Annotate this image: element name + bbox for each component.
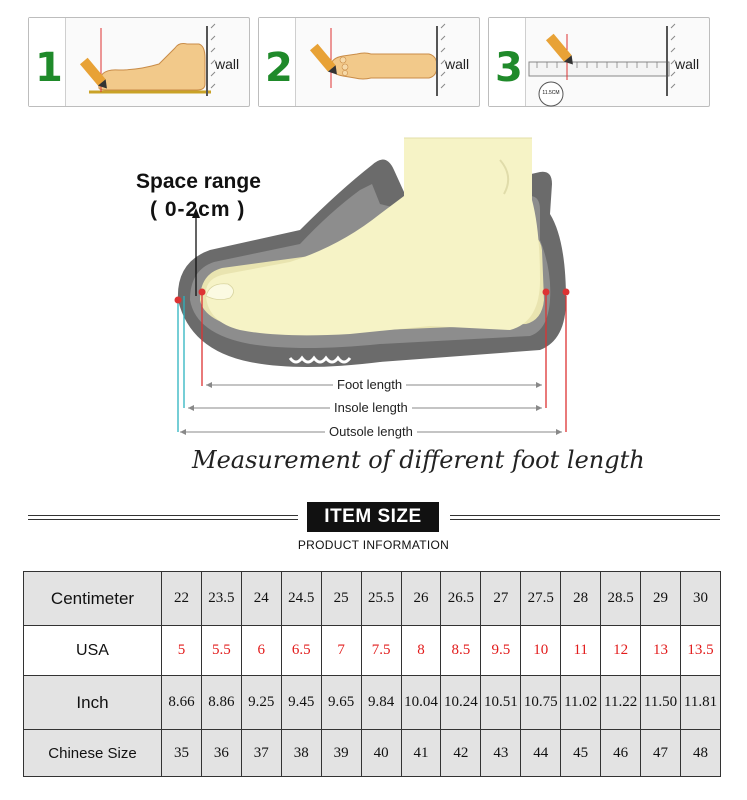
- table-cell: 8.5: [441, 626, 481, 675]
- table-cell: 44: [521, 730, 561, 777]
- row-header: Chinese Size: [24, 730, 162, 777]
- table-cell: 28: [561, 572, 601, 626]
- table-cell: 9.5: [481, 626, 521, 675]
- step-number: 2: [265, 45, 293, 91]
- wall-label: wall: [215, 56, 240, 72]
- table-cell: 30: [680, 572, 720, 626]
- table-cell: 42: [441, 730, 481, 777]
- table-cell: 11.02: [561, 675, 601, 729]
- table-cell: 10.75: [521, 675, 561, 729]
- table-cell: 38: [281, 730, 321, 777]
- table-cell: 5.5: [201, 626, 241, 675]
- header-rule-right-2: [450, 519, 720, 520]
- step-number: 1: [35, 45, 63, 91]
- table-cell: 6.5: [281, 626, 321, 675]
- table-cell: 40: [361, 730, 401, 777]
- table-cell: 10: [521, 626, 561, 675]
- table-cell: 5: [162, 626, 202, 675]
- table-cell: 41: [401, 730, 441, 777]
- outsole-length-label: Outsole length: [325, 424, 417, 439]
- table-row-chinese-size: [24, 730, 721, 777]
- wall-label: wall: [445, 56, 470, 72]
- header-rule-left: [28, 515, 298, 516]
- table-cell: 27: [481, 572, 521, 626]
- table-cell: 45: [561, 730, 601, 777]
- table-cell: 9.84: [361, 675, 401, 729]
- space-range-title: Space range: [136, 170, 261, 193]
- ruler-badge: 11.5CM: [542, 90, 560, 96]
- table-cell: 8: [401, 626, 441, 675]
- table-cell: 13.5: [680, 626, 720, 675]
- table-cell: 11.50: [641, 675, 681, 729]
- table-cell: 43: [481, 730, 521, 777]
- table-cell: 10.24: [441, 675, 481, 729]
- table-cell: 28.5: [601, 572, 641, 626]
- table-row-usa: [24, 626, 721, 675]
- row-header: USA: [24, 626, 162, 675]
- wall-label: wall: [675, 56, 700, 72]
- table-cell: 11.81: [680, 675, 720, 729]
- table-cell: 26: [401, 572, 441, 626]
- item-size-title: ITEM SIZE: [307, 502, 439, 532]
- table-cell: 36: [201, 730, 241, 777]
- table-cell: 24: [241, 572, 281, 626]
- table-cell: 22: [162, 572, 202, 626]
- product-info-subtitle: PRODUCT INFORMATION: [297, 538, 450, 552]
- table-row-centimeter: [24, 572, 721, 626]
- table-cell: 11.22: [601, 675, 641, 729]
- table-cell: 7: [321, 626, 361, 675]
- table-cell: 29: [641, 572, 681, 626]
- row-header: Inch: [24, 675, 162, 729]
- space-range-value: ( 0-2cm ): [150, 198, 246, 221]
- table-cell: 46: [601, 730, 641, 777]
- table-cell: 7.5: [361, 626, 401, 675]
- insole-length-label: Insole length: [330, 400, 412, 415]
- table-cell: 25: [321, 572, 361, 626]
- table-cell: 26.5: [441, 572, 481, 626]
- table-cell: 8.66: [162, 675, 202, 729]
- diagram-caption: Measurement of different foot length: [192, 446, 645, 474]
- table-cell: 27.5: [521, 572, 561, 626]
- foot-length-label: Foot length: [333, 377, 406, 392]
- table-cell: 8.86: [201, 675, 241, 729]
- table-cell: 11: [561, 626, 601, 675]
- table-row-inch: [24, 675, 721, 729]
- table-cell: 25.5: [361, 572, 401, 626]
- table-cell: 10.04: [401, 675, 441, 729]
- table-cell: 12: [601, 626, 641, 675]
- header-rule-left-2: [28, 519, 298, 520]
- size-chart-table: [23, 571, 721, 777]
- row-header: Centimeter: [24, 572, 162, 626]
- table-cell: 24.5: [281, 572, 321, 626]
- table-cell: 37: [241, 730, 281, 777]
- table-cell: 23.5: [201, 572, 241, 626]
- table-cell: 9.25: [241, 675, 281, 729]
- table-cell: 9.65: [321, 675, 361, 729]
- step-number: 3: [495, 45, 523, 91]
- header-rule-right: [450, 515, 720, 516]
- table-cell: 10.51: [481, 675, 521, 729]
- table-cell: 35: [162, 730, 202, 777]
- table-cell: 9.45: [281, 675, 321, 729]
- table-cell: 13: [641, 626, 681, 675]
- table-cell: 48: [680, 730, 720, 777]
- item-size-header: [0, 498, 747, 558]
- table-cell: 39: [321, 730, 361, 777]
- table-cell: 6: [241, 626, 281, 675]
- table-cell: 47: [641, 730, 681, 777]
